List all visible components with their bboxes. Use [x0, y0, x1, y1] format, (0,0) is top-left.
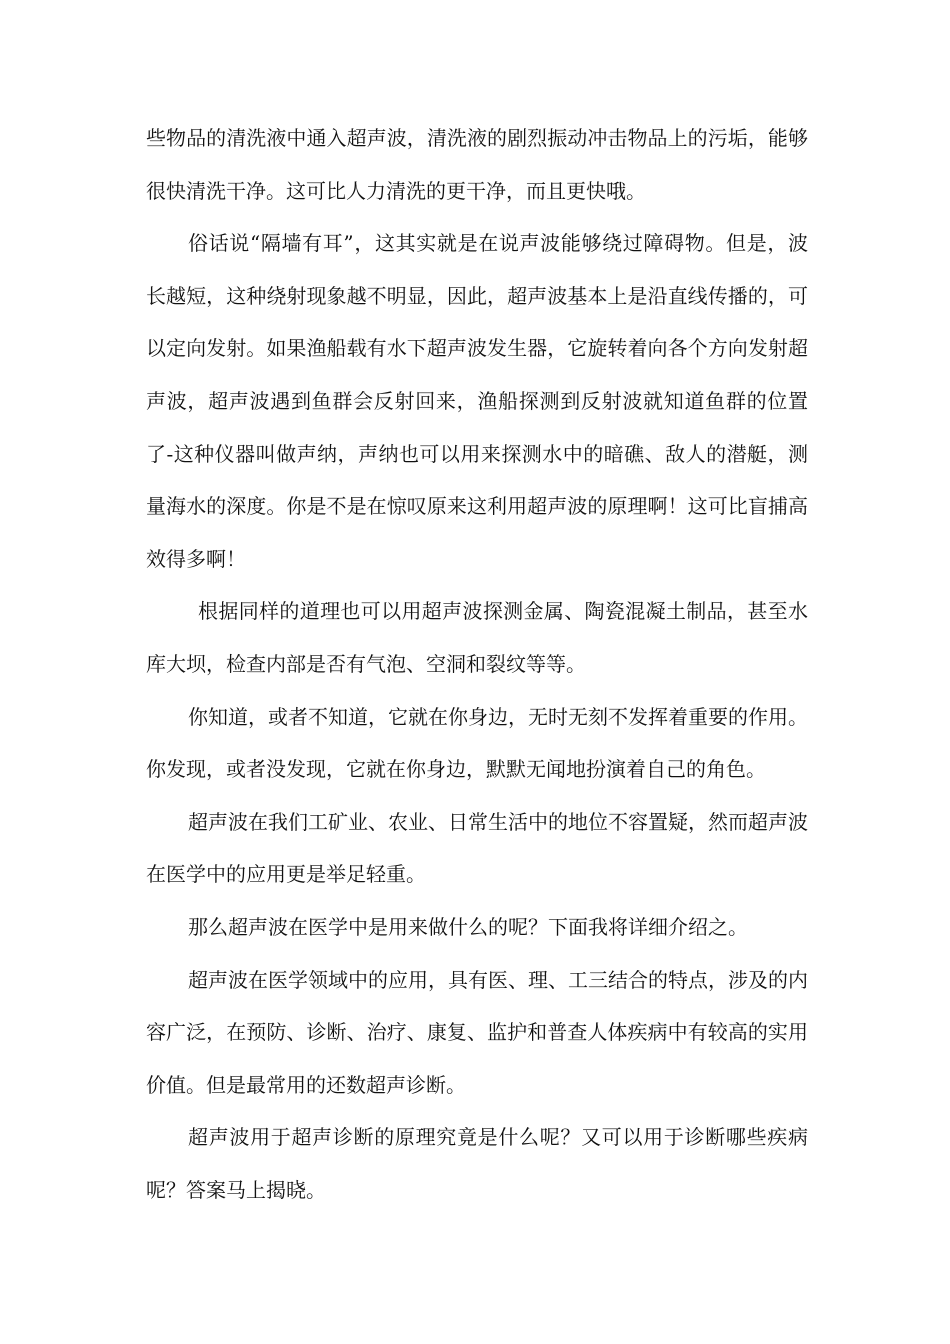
paragraph-medical-question: 那么超声波在医学中是用来做什么的呢？下面我将详细介绍之。	[188, 914, 748, 939]
paragraph-medical-applications: 超声波在医学领域中的应用，具有医、理、工三结合的特点，涉及的内容广泛，在预防、诊断、治疗、康复、监护和普查人体疾病中有较高的实用价值。但是最常用的还数超声诊断。	[146, 967, 808, 1097]
paragraph-sonar: 俗话说“隔墙有耳”，这其实就是在说声波能够绕过障碍物。但是，波长越短，这种绕射现象越不明显，因此，超声波基本上是沿直线传播的，可以定向发射。如果渔船载有水下超声波发生器，它旋转着向各个方向发射超声波，超声波遇到鱼群会反射回来，渔船探测到反射波就知道鱼群的位置了-这种仪器叫做声纳，声纳也可以用来探测水中的暗礁、敌人的潜艇，测量海水的深度。你是不是在惊叹原来这利用超声波的原理啊！这可比盲捕高效得多啊！	[146, 231, 808, 571]
paragraph-cleaning-continued: 些物品的清洗液中通入超声波，清洗液的剧烈振动冲击物品上的污垢，能够很快清洗干净。这可比人力清洗的更干净，而且更快哦。	[146, 126, 808, 203]
paragraph-medical-importance: 超声波在我们工矿业、农业、日常生活中的地位不容置疑，然而超声波在医学中的应用更是举足轻重。	[146, 809, 808, 887]
document-body	[146, 112, 808, 1216]
paragraph-material-inspection: 根据同样的道理也可以用超声波探测金属、陶瓷混凝土制品，甚至水库大坝，检查内部是否有气泡、空洞和裂纹等等。	[146, 599, 808, 676]
paragraph-diagnosis-question: 超声波用于超声诊断的原理究竟是什么呢？又可以用于诊断哪些疾病呢？答案马上揭晓。	[146, 1125, 808, 1202]
paragraph-everywhere: 你知道，或者不知道，它就在你身边，无时无刻不发挥着重要的作用。你发现，或者没发现，它就在你身边，默默无闻地扮演着自己的角色。	[146, 704, 808, 782]
